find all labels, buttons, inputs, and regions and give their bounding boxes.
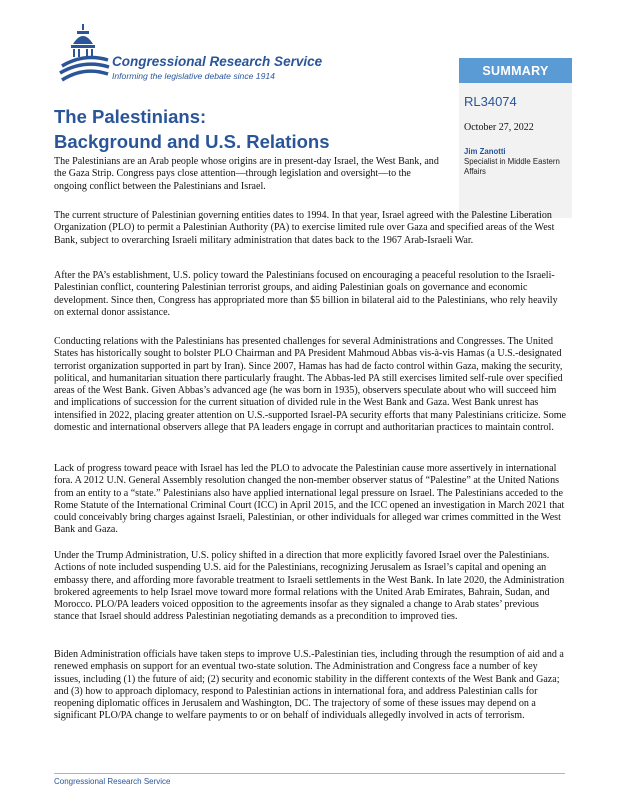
summary-sidebar xyxy=(459,58,572,218)
footer-divider xyxy=(54,773,565,774)
summary-label: SUMMARY xyxy=(459,58,572,83)
paragraph-biden-administration: Biden Administration officials have taken steps to improve U.S.-Palestinian ties, including through the resumption of aid and a renewed emphasis on support for an eventual two-state solution. The Administration and Congress face a number of key issues, including (1) the future of aid; (2) security and economic stability in the different contexts of the West Bank and Gaza; and (3) how to approach diplomacy, respond to Palestinian actions in international fora, and address Palestinian calls for reopening diplomatic offices in Jerusalem and Washington, DC. The trajectory of some of these issues may depend on a significant PLO/PA change to welfare payments to or on behalf of individuals allegedly involved in acts of terrorism. xyxy=(54,649,564,722)
footer-org-name: Congressional Research Service xyxy=(54,777,171,786)
page-title xyxy=(54,104,330,154)
paragraph-us-policy: After the PA’s establishment, U.S. policy toward the Palestinians focused on encouraging a peaceful resolution to the Israeli-Palestinian conflict, countering Palestinian terrorist groups, and aiding Palestinian goals on governance and economic development. Since then, Congress has appropriated more than $5 billion in bilateral aid to the Palestinians, who rely heavily on external donor assistance. xyxy=(54,270,558,318)
author-title: Specialist in Middle Eastern Affairs xyxy=(464,157,560,177)
capitol-dome-icon xyxy=(58,22,110,82)
report-id: RL34074 xyxy=(464,94,517,109)
org-name: Congressional Research Service xyxy=(112,54,323,69)
paragraph-trump-administration: Under the Trump Administration, U.S. policy shifted in a direction that more explicitly favored Israel over the Palestinians. Actions of note included suspending U.S. aid for the Palestinians, recognizing Jerusalem as Israel’s capital and opening an embassy there, and affording more favorable treatment to Israeli settlements in the West Bank. In late 2020, the Administration brokered agreements to help Israel move toward more formal relations with the United Arab Emirates, Bahrain, Sudan, and Morocco. PLO/PA leaders voiced opposition to the agreements insofar as they signaled a change to Arab states’ previous stance that Israel should address Palestinian negotiating demands as a precondition to improved ties. xyxy=(54,550,565,623)
paragraph-intro: The Palestinians are an Arab people whose origins are in present-day Israel, the West Bank, and the Gaza Strip. Congress pays close attention—through legislation and oversight—to the ongoing conflict between the Palestinians and Israel. xyxy=(54,156,439,192)
report-date: October 27, 2022 xyxy=(464,122,534,133)
title-line-2: Background and U.S. Relations xyxy=(54,131,330,152)
title-line-1: The Palestinians: xyxy=(54,106,207,127)
org-tagline: Informing the legislative debate since 1914 xyxy=(112,71,275,81)
paragraph-international-fora: Lack of progress toward peace with Israel has led the PLO to advocate the Palestinian cause more assertively in international fora. A 2012 U.N. General Assembly resolution changed the non-member observer status of “Palestine” at the United Nations from an entity to a “state.” Palestinians also have applied international legal pressure on Israel. The Palestinians acceded to the Rome Statute of the International Criminal Court (ICC) in April 2015, and the ICC opened an investigation in March 2021 that could conceivably bring charges against Israeli, Palestinian, or other individuals for alleged war crimes committed in the West Bank and Gaza. xyxy=(54,463,565,536)
crs-logo xyxy=(58,22,323,82)
author-name: Jim Zanotti xyxy=(464,147,506,156)
paragraph-governing-structure: The current structure of Palestinian governing entities dates to 1994. In that year, Israel agreed with the Palestine Liberation Organization (PLO) to permit a Palestinian Authority (PA) to exercise limited rule over Gaza and specified areas of the West Bank, subject to overarching Israeli military administration that dates back to the 1967 Arab-Israeli War. xyxy=(54,210,555,246)
paragraph-challenges: Conducting relations with the Palestinians has presented challenges for several Administrations and Congresses. The United States has historically sought to bolster PLO Chairman and PA President Mahmoud Abbas vis-à-vis Hamas (a U.S.-designated terrorist organization supported in part by Iran). Since 2007, Hamas has had de facto control within Gaza, making the security, political, and humanitarian situation there particularly fraught. The Abbas-led PA still exercises limited self-rule over specified areas of the West Bank. Given Abbas’s advanced age (he was born in 1935), observers speculate about who will succeed him and implications of succession for the current situation of divided rule in the West Bank and Gaza. West Bank unrest has intensified in 2022, placing greater attention on U.S.-supported Israel-PA security efforts that many Palestinians criticize. Some domestic and international observers allege that PA leaders engage in corrupt and authoritarian practices to maintain control. xyxy=(54,336,566,434)
